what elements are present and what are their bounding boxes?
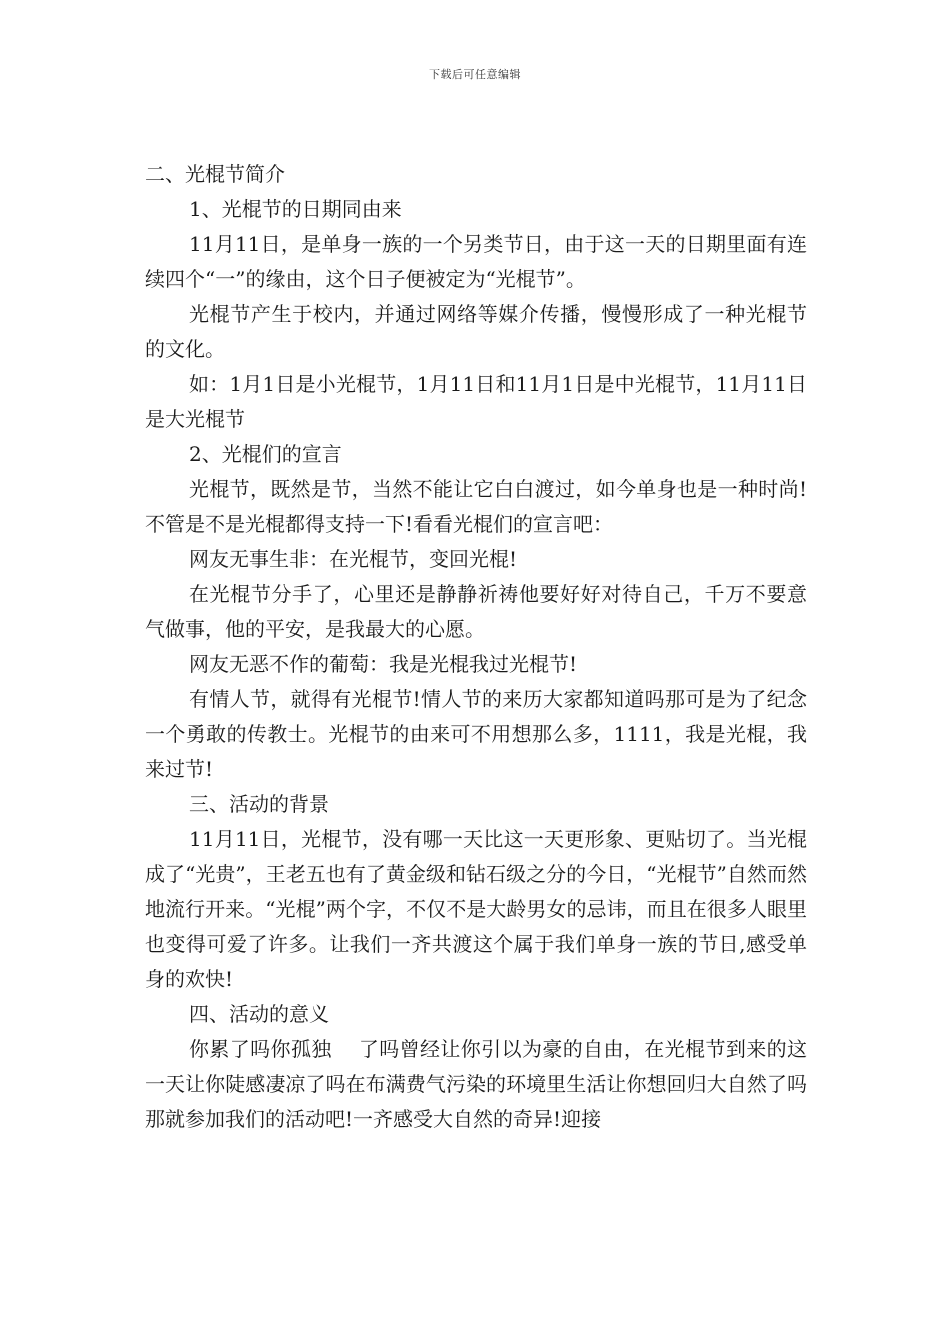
paragraph: 1、光棍节的日期同由来 — [189, 197, 402, 221]
paragraph: 二、光棍节简介 — [145, 162, 285, 186]
paragraph: 如：1月1日是小光棍节，1月11日和11月1日是中光棍节，11月11日是大光棍节 — [145, 372, 807, 431]
paragraph: 11月11日，是单身一族的一个另类节日，由于这一天的日期里面有连续四个“一”的缘由，这个日子便被定为“光棍节”。 — [145, 232, 807, 291]
paragraph: 11月11日，光棍节，没有哪一天比这一天更形象、更贴切了。当光棍成了“光贵”，王老五也有了黄金级和钻石级之分的今日，“光棍节”自然而然地流行开来。“光棍”两个字，不仅不是大龄男女的忌讳，而且在很多人眼里也变得可爱了许多。让我们一齐共渡这个属于我们单身一族的节日,感受单身的欢快! — [145, 827, 807, 991]
paragraph: 2、光棍们的宣言 — [189, 442, 342, 466]
paragraph: 三、活动的背景 — [189, 792, 329, 816]
paragraph: 光棍节产生于校内，并通过网络等媒介传播，慢慢形成了一种光棍节的文化。 — [145, 302, 807, 361]
paragraph: 光棍节，既然是节，当然不能让它白白渡过，如今单身也是一种时尚!不管是不是光棍都得支持一下!看看光棍们的宣言吧： — [145, 477, 807, 536]
paragraph: 网友无事生非：在光棍节，变回光棍! — [189, 547, 518, 571]
page-header: 下载后可任意编辑 — [429, 68, 521, 81]
paragraph: 四、活动的意义 — [189, 1002, 329, 1026]
paragraph: 有情人节，就得有光棍节!情人节的来历大家都知道吗那可是为了纪念一个勇敢的传教士。光棍节的由来可不用想那么多，1111，我是光棍，我来过节! — [145, 687, 807, 781]
document-body — [145, 157, 807, 1137]
paragraph: 你累了吗你孤独 了吗曾经让你引以为豪的自由，在光棍节到来的这一天让你陡感凄凉了吗在布满费气污染的环境里生活让你想回归大自然了吗那就参加我们的活动吧!一齐感受大自然的奇异!迎接 — [145, 1037, 807, 1131]
paragraph: 网友无恶不作的葡萄：我是光棍我过光棍节! — [189, 652, 578, 676]
paragraph: 在光棍节分手了，心里还是静静祈祷他要好好对待自己，千万不要意气做事，他的平安，是我最大的心愿。 — [145, 582, 807, 641]
